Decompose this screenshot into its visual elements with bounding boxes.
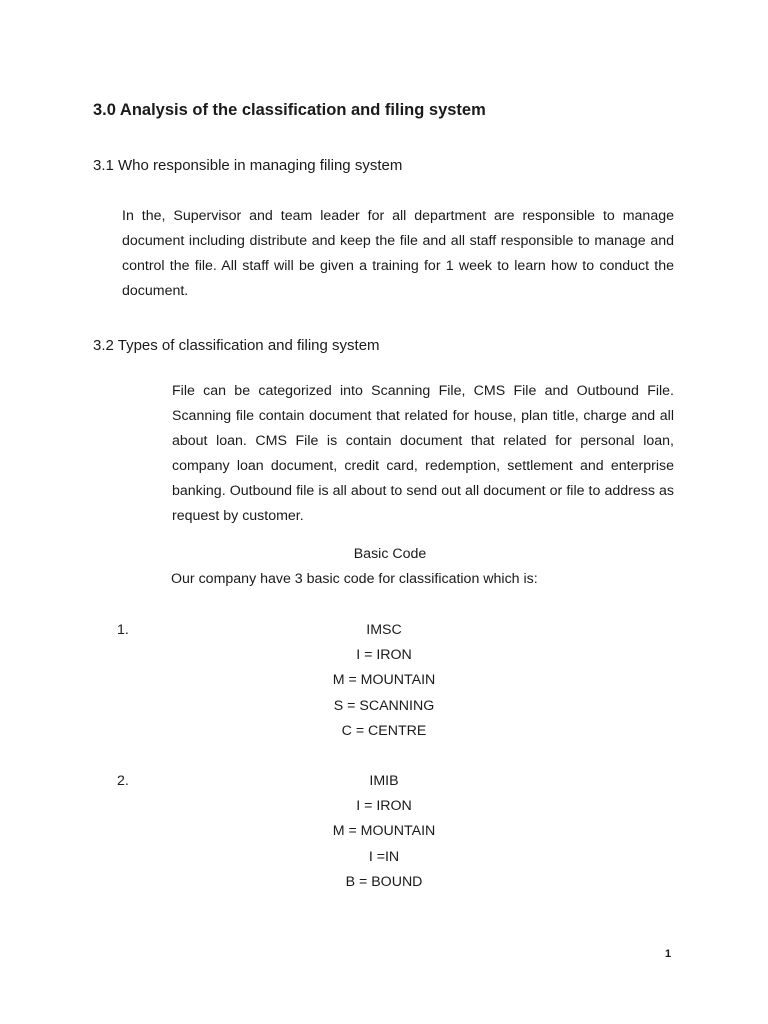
code-lines [0,618,768,744]
code-acronym: IMSC [366,622,402,638]
main-heading: 3.0 Analysis of the classification and filing system [93,101,486,119]
section-3-1-paragraph: In the, Supervisor and team leader for all department are responsible to manage document including distribute and keep the file and all staff responsible to manage and control the file. All staff will be given a training for 1 week to learn how to conduct the document. [122,208,674,299]
code-line: S = SCANNING [333,697,435,714]
code-lines [0,769,768,895]
code-line: M = MOUNTAIN [332,672,436,689]
basic-code-intro: Our company have 3 basic code for classification which is: [171,571,538,587]
code-line: C = CENTRE [341,722,427,739]
code-number: 1. [117,622,129,638]
code-number: 2. [117,773,129,789]
code-line: B = BOUND [345,873,423,890]
basic-code-title: Basic Code [353,546,427,562]
page-number: 1 [665,948,672,960]
section-3-2-paragraph: File can be categorized into Scanning File, CMS File and Outbound File. Scanning file contain document that related for house, plan title, charge and all about loan. CMS File is contain document that related for personal loan, company loan document, credit card, redemption, settlement and enterprise banking. Outbound file is all about to send out all document or file to address as request by customer. [172,383,674,524]
code-line: I =IN [368,848,400,865]
code-line: I = IRON [356,647,412,664]
code-line: M = MOUNTAIN [332,823,436,840]
section-3-2-heading: 3.2 Types of classification and filing system [93,337,380,354]
code-acronym: IMIB [369,773,399,789]
code-line: I = IRON [356,798,412,815]
section-3-1-heading: 3.1 Who responsible in managing filing system [93,157,403,174]
